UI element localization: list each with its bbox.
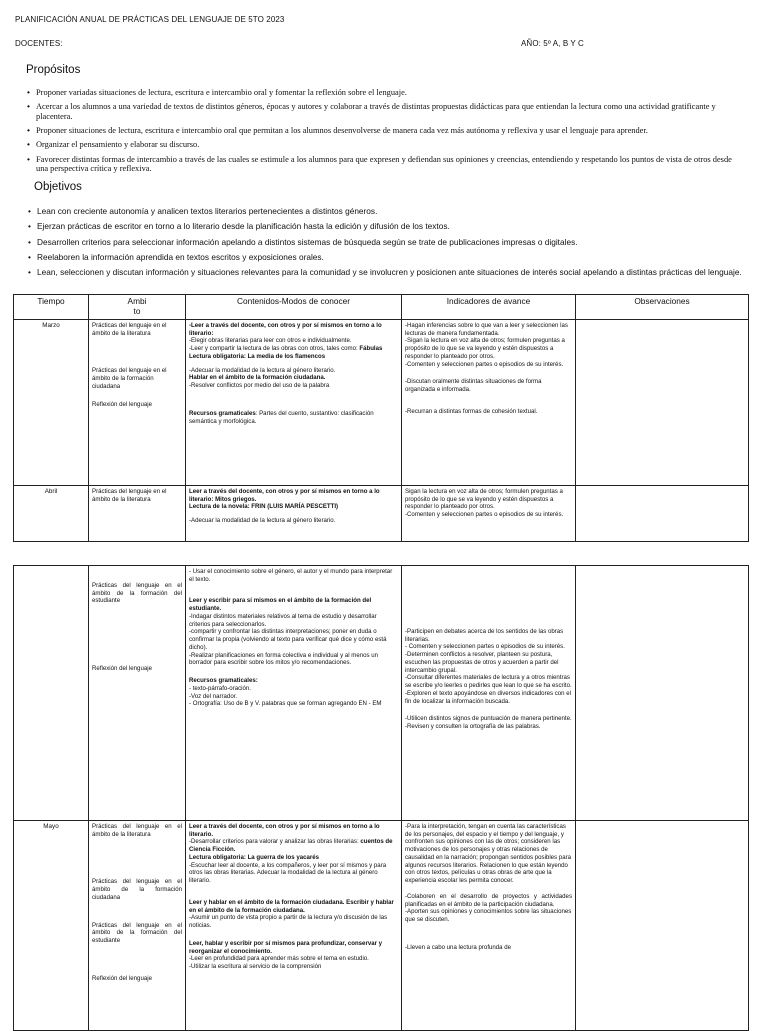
content-line: Lectura de la novela: FRIN (LUIS MARÍA PESCETTI) [189,503,339,511]
ambito-text: Prácticas del lenguaje en el ámbito de la formación del estudiante [92,921,182,945]
docentes-label: DOCENTES: [15,39,63,48]
content-bold: cuentos de Ciencia Ficción. [189,838,393,854]
list-item: • Favorecer distintas formas de intercambio a través de las cuales se estimule a los alumnos para que expresen y defiendan sus opiniones y creencias, entendiendo y respetando los puntos de vista de otros desde una perspectiva crítica y reflexiva. [26,155,741,174]
planning-table-page-1 [13,294,749,542]
column-header-contenidos: Contenidos-Modos de conocer [186,295,402,320]
table-header-row [14,295,749,320]
ambito-text: Prácticas del lenguaje en el ámbito de la formación del estudiante [92,582,182,605]
ambito-text: Reflexión del lenguaje [92,400,152,408]
indicator-line: -Sigan la lectura en voz alta de otros; formulen preguntas a propósito de lo que se va leyendo y estén dispuestos a responder lo planteado por otros. [405,337,565,360]
month-cell [14,566,89,821]
indicator-line: -Participen en debates acerca de los sentidos de las obras literarias. [405,628,564,643]
content-line: -compartir y confrontar las distintas interpretaciones; poner en duda o confirmar la propia (volviendo al texto para verificar qué dice y cómo está dicho). [189,628,387,651]
content-line [189,345,398,353]
column-header-tiempo: Tiempo [14,295,89,320]
content-text: -Desarrollar criterios para valorar y analizar las obras literarias: [189,838,361,846]
indicator-line: Sigan la lectura en voz alta de otros; formulen preguntas a propósito de lo que se va leyendo y estén dispuestos a responder lo planteado por otros. [405,488,563,511]
contenidos-cell [186,566,402,821]
content-line: -Realizar planificaciones en forma colectiva e individual y al menos un borrador para escribir sobre los mitos y/o recomendaciones. [189,651,379,667]
indicator-line: -Determinen conflictos a resolver, planteen su postura, escuchen las propuestas de otros y acuerden a partir del intercambio grupal. [405,651,559,674]
content-line: -Asumir un punto de vista propio a partir de la lectura y/o discusión de las noticias. [189,914,388,930]
indicator-line: -Revisen y consulten la ortografía de las palabras. [405,723,541,731]
list-item: • Acercar a los alumnos a una variedad de textos de distintos géneros, épocas y autores y colaborar a través de distintas propuestas didácticas para que entiendan la lectura como una actividad gratificante y placentera. [26,102,741,121]
content-line: -Indagar distintos materiales relativos al tema de estudio y desarrollar criterios para seleccionarlos. [189,612,377,628]
indicadores-cell [402,821,576,1031]
content-line: - Ortografía: Uso de B y V. palabras que se forman agregando EN - EM [189,700,382,708]
indicator-line: -Discutan oralmente distintas situaciones de forma organizada e informada. [405,378,542,394]
indicator-line: -Lleven a cabo una lectura profunda de [405,943,512,951]
planning-table-page-2 [13,565,749,1031]
observaciones-cell [576,566,749,821]
content-line: - texto-párrafo-oración. [189,684,251,692]
table-row [14,821,749,1031]
indicator-line: -Hagan inferencias sobre lo que van a leer y seleccionen las lecturas de manera fundamentada. [405,322,568,337]
content-line: Recursos gramaticales: [189,677,258,685]
ambito-text: Prácticas del lenguaje en el ámbito de la formación ciudadana [92,367,167,390]
list-item: • Proponer situaciones de lectura, escritura e intercambio oral que permitan a los alumnos desenvolverse de manera cada vez más autónoma y reflexiva y usar el lenguaje para aprender. [26,126,741,136]
observaciones-cell [576,821,749,1031]
content-line: - Usar el conocimiento sobre el género, el autor y el mundo para interpretar el texto. [189,568,393,583]
observaciones-cell [576,486,749,542]
content-line: -Adecuar la modalidad de la lectura al género literario. [189,517,336,525]
content-line: Leer, hablar y escribir por sí mismos para profundizar, conservar y reorganizar el conocimiento. [189,939,383,955]
content-line [189,410,398,425]
column-header-indicadores: Indicadores de avance [402,295,576,320]
content-line [189,838,398,853]
content-line: -Utilizar la escritura al servicio de la comprensión [189,963,322,971]
year-label: AÑO: 5º A, B Y C [521,39,584,48]
propositos-list [26,88,741,179]
month-cell: Abril [14,486,89,542]
content-line: -Voz del narrador. [189,692,238,700]
table-row [14,486,749,542]
list-item: • Desarrollen criterios para seleccionar información apelando a distintos sistemas de búsqueda según se trate de publicaciones impresas o digitales. [26,238,746,248]
content-line: -Resolver conflictos por medio del uso de la palabra [189,382,330,390]
indicator-line: -Aporten sus opiniones y conocimientos sobre las situaciones que se discuten. [405,908,572,924]
content-bold: Fábulas [359,345,383,353]
content-line: Leer a través del docente, con otros y por sí mismos en torno a lo literario: Mitos griegos. [189,488,380,503]
indicator-line: -Exploren el texto apoyándose en diversos indicadores con el fin de localizar la información buscada. [405,689,571,705]
content-line: Lectura obligatoria: La guerra de los yacarés [189,853,320,861]
content-line: Lectura obligatoria: La media de los flamencos [189,352,326,360]
document-title: PLANIFICACIÓN ANUAL DE PRÁCTICAS DEL LENGUAJE DE 5TO 2023 [15,15,285,24]
content-line: -Leer a través del docente, con otros y por sí mismos en torno a lo literario: [189,322,382,337]
indicator-line: -Comenten y seleccionen partes o episodios de su interés. [405,360,564,368]
ambito-cell [89,821,186,1031]
column-header-observaciones: Observaciones [576,295,749,320]
content-line: -Leer en profundidad para aprender más sobre el tema en estudio. [189,955,369,963]
table-row [14,320,749,486]
content-line: Leer a través del docente, con otros y por sí mismos en torno a lo literario. [189,823,380,838]
contenidos-cell [186,486,402,542]
contenidos-cell [186,821,402,1031]
table-row [14,566,749,821]
column-header-ambito: Ambi to [89,295,186,320]
indicator-line: -Para la interpretación, tengan en cuenta las características de los personajes, del espacio y el tiempo y del lenguaje, y confronten sus opiniones con las de otros; consideren las motivaciones de los personajes y otras relaciones de causalidad en la narración; propongan sentidos posibles para algunos recursos literarios. Relacionen lo que están leyendo con otros textos, películas u otras obras de arte que la experiencia escolar les permita conocer. [405,823,571,885]
ambito-text: Prácticas del lenguaje en el ámbito de la literatura [92,322,167,337]
content-text: -Leer y compartir la lectura de las obras con otros, tales como: [189,345,360,353]
list-item: • Ejerzan prácticas de escritor en torno a lo literario desde la planificación hasta la edición y difusión de los textos. [26,222,746,232]
propositos-heading: Propósitos [26,64,81,76]
month-cell: Marzo [14,320,89,486]
indicator-line: - Comenten y seleccionen partes o episodios de su interés. [405,643,565,651]
indicator-line: -Colaboren en el desarrollo de proyectos y actividades planificadas en el ámbito de la participación ciudadana. [405,892,572,908]
indicadores-cell [402,566,576,821]
content-bold: Recursos gramaticales [189,409,256,417]
content-line: Leer y escribir para sí mismos en el ámbito de la formación del estudiante. [189,597,372,613]
list-item: • Proponer variadas situaciones de lectura, escritura e intercambio oral y fomentar la reflexión sobre el lenguaje. [26,88,741,98]
ambito-text: Reflexión del lenguaje [92,665,152,673]
ambito-cell [89,320,186,486]
ambito-cell [89,566,186,821]
indicator-line: -Consultar diferentes materiales de lectura y a otros mientras se escribe y/o leerles o pedirles que lean lo que se ha escrito. [405,674,572,690]
indicadores-cell [402,486,576,542]
indicator-line: -Recurran a distintas formas de cohesión textual. [405,407,538,415]
objetivos-heading: Objetivos [34,181,82,193]
content-line: Leer y hablar en el ámbito de la formación ciudadana. Escribir y hablar en el ámbito de la formación ciudadana. [189,898,394,914]
list-item: • Lean, seleccionen y discutan información y situaciones relevantes para la comunidad y se involucren y posicionen ante situaciones de interés social apelando a distintas prácticas del lenguaje. [26,268,746,278]
indicator-line: -Utilicen distintos signos de puntuación de manera pertinente. [405,715,572,723]
contenidos-cell [186,320,402,486]
ambito-text: Prácticas del lenguaje en el ámbito de la literatura [92,823,182,838]
content-line: -Adecuar la modalidad de la lectura al género literario. [189,366,336,374]
indicadores-cell [402,320,576,486]
content-text: : Partes del cuento, sustantivo: clasificación semántica y morfológica. [189,409,374,425]
indicator-line: -Comenten y seleccionen partes o episodios de su interés. [405,511,564,519]
month-cell: Mayo [14,821,89,1031]
ambito-cell: Prácticas del lenguaje en el ámbito de la literatura [89,486,186,542]
content-line: -Elegir obras literarias para leer con otros e individualmente. [189,337,352,345]
content-line: -Escuchar leer al docente, a los compañeros, y leer por sí mismos y para otros las obras literarias. Adecuar la modalidad de la lectura al género literario. [189,861,387,885]
ambito-text: Reflexión del lenguaje [92,974,152,982]
observaciones-cell [576,320,749,486]
list-item: • Organizar el pensamiento y elaborar su discurso. [26,140,741,150]
objetivos-list [26,207,746,283]
ambito-text: Prácticas del lenguaje en el ámbito de la formación ciudadana [92,878,182,901]
content-line: Hablar en el ámbito de la formación ciudadana. [189,374,326,382]
list-item: • Lean con creciente autonomía y analicen textos literarios pertenecientes a distintos géneros. [26,207,746,217]
list-item: • Reelaboren la información aprendida en textos escritos y exposiciones orales. [26,253,746,263]
